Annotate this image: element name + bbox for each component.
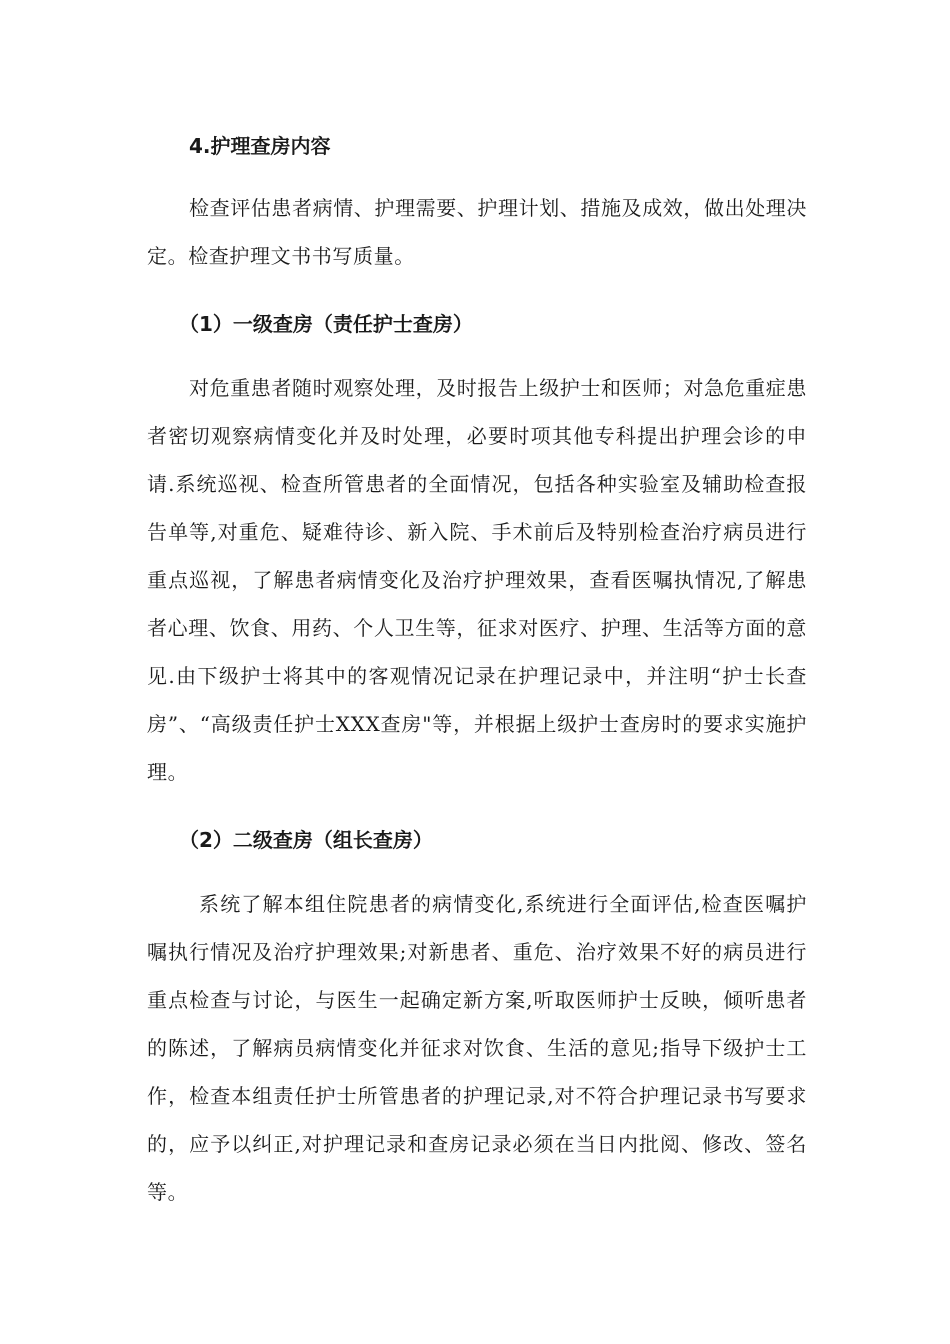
level1-rounds-paragraph: 对危重患者随时观察处理，及时报告上级护士和医师；对急危重症患者密切观察病情变化并及时处理，必要时项其他专科提出护理会诊的申请.系统巡视、检查所管患者的全面情况，包括各种实验室及辅助检查报告单等,对重危、疑难待诊、新入院、手术前后及特别检查治疗病员进行重点巡视，了解患者病情变化及治疗护理效果，查看医嘱执情况,了解患者心理、饮食、用药、个人卫生等，征求对医疗、护理、生活等方面的意见.由下级护士将其中的客观情况记录在护理记录中，并注明“护士长查房”、“高级责任护士XXX查房"等，并根据上级护士查房时的要求实施护理。 [147,376,807,784]
level2-rounds-title: （2）二级查房（组长查房） [179,828,433,852]
document-content [147,122,807,1216]
level2-rounds-paragraph: 系统了解本组住院患者的病情变化,系统进行全面评估,检查医嘱护嘱执行情况及治疗护理效果;对新患者、重危、治疗效果不好的病员进行重点检查与讨论，与医生一起确定新方案,听取医师护士反映，倾听患者的陈述，了解病员病情变化并征求对饮食、生活的意见;指导下级护士工作，检查本组责任护士所管患者的护理记录,对不符合护理记录书写要求的，应予以纠正,对护理记录和查房记录必须在当日内批阅、修改、签名等。 [147,892,807,1204]
level1-rounds-title: （1）一级查房（责任护士查房） [179,312,473,336]
section-intro-paragraph: 检查评估患者病情、护理需要、护理计划、措施及成效，做出处理决定。检查护理文书书写质量。 [147,196,807,268]
section-title: 4.护理查房内容 [189,134,331,158]
